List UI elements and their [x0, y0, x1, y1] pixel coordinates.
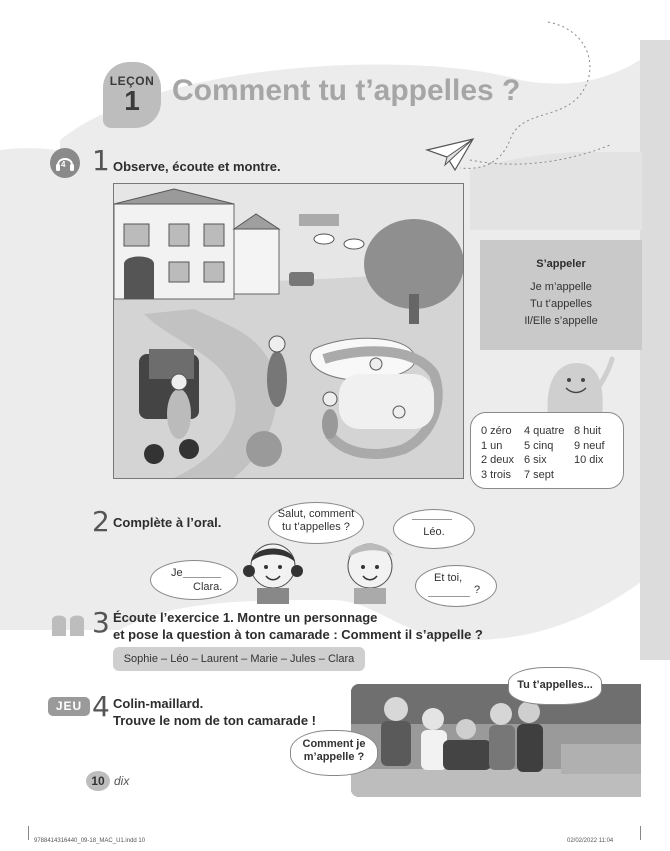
verb-panel-heading: S’appeler [536, 258, 586, 270]
numbers-column-2 [524, 424, 564, 482]
number-item: 7 sept [524, 468, 554, 481]
number-item: 3 trois [481, 468, 511, 481]
exercise-1-number: 1 [92, 144, 110, 177]
plane-trail [470, 140, 620, 170]
exercise-1-instruction: Observe, écoute et montre. [113, 159, 281, 174]
speech-bubble-girl-answer [150, 560, 238, 600]
village-scene-illustration[interactable] [113, 183, 464, 479]
lesson-number: 1 [124, 85, 140, 116]
bubble-text: Léo. [423, 526, 445, 538]
names-chip: Sophie – Léo – Laurent – Marie – Jules – Clara [113, 647, 365, 671]
verb-conjugation-panel [480, 240, 642, 350]
crop-mark [640, 826, 641, 840]
number-item: 8 huit [574, 425, 601, 437]
page-number-word: dix [114, 774, 130, 788]
number-item: 6 six [524, 454, 547, 466]
bubble-text: Je [171, 567, 183, 579]
children-illustration [235, 536, 410, 604]
page-number: 10 [86, 771, 110, 791]
headphones-icon[interactable] [50, 148, 80, 178]
exercise-3-number: 3 [92, 606, 110, 639]
footer-file-name: 9788414316440_09-18_MAC_U1.indd 10 [34, 838, 146, 844]
bubble-text: Comment je m’appelle ? [302, 738, 366, 763]
footer-timestamp: 02/02/2022 11:04 [567, 838, 614, 844]
number-item: 4 quatre [524, 425, 565, 437]
numbers-box [470, 412, 624, 489]
blank-line [428, 596, 470, 597]
exercise-2-instruction: Complète à l’oral. [113, 515, 222, 530]
exercise-3-line-1: Écoute l’exercice 1. Montre un personnage [113, 610, 378, 625]
number-item: 0 zéro [481, 425, 512, 437]
bubble-text: Salut, comment tu t’appelles ? [277, 508, 355, 533]
verb-panel-line: Il/Elle s’appelle [524, 315, 598, 327]
lesson-label: LEÇON [109, 74, 155, 88]
bubble-text: Et toi, [434, 572, 463, 584]
crop-mark [28, 826, 29, 840]
exercise-2-number: 2 [92, 505, 110, 538]
bubble-text: ? [474, 584, 481, 596]
speech-bubble-tu-tappelles [508, 667, 602, 705]
verb-panel-line: Tu t’appelles [530, 298, 592, 310]
blank-line [412, 519, 452, 520]
audio-track-number: 4 [61, 160, 66, 169]
blank-line [183, 577, 221, 578]
mascot-icon [540, 355, 615, 417]
scene-drawing [114, 184, 463, 478]
speech-bubble-comment-je-mappelle [290, 730, 378, 776]
exercise-3-line-2: et pose la question à ton camarade : Comment il s’appelle ? [113, 627, 483, 642]
number-item: 1 un [481, 439, 503, 452]
children-playing-photo [351, 684, 641, 797]
number-item: 10 dix [574, 454, 604, 466]
exercise-4-number: 4 [92, 690, 110, 723]
number-item: 5 cinq [524, 439, 554, 452]
bubble-text: Tu t’appelles... [517, 679, 593, 691]
numbers-column-3 [574, 424, 605, 468]
pair-work-icon [50, 612, 90, 636]
exercise-4-line-1: Colin-maillard. [113, 696, 204, 711]
photo-drawing [351, 684, 641, 797]
page-title: Comment tu t’appelles ? [172, 74, 521, 107]
verb-panel-line: Je m’appelle [530, 281, 592, 293]
exercise-4-line-2: Trouve le nom de ton camarade ! [113, 713, 316, 728]
bubble-text: Clara. [193, 581, 223, 593]
lesson-badge [103, 62, 161, 128]
number-item: 9 neuf [574, 439, 605, 452]
jeu-badge: JEU [48, 697, 90, 716]
number-item: 2 deux [481, 454, 515, 466]
speech-bubble-boy-question [415, 565, 497, 607]
numbers-column-1 [481, 424, 514, 482]
paper-plane-icon [425, 135, 475, 175]
